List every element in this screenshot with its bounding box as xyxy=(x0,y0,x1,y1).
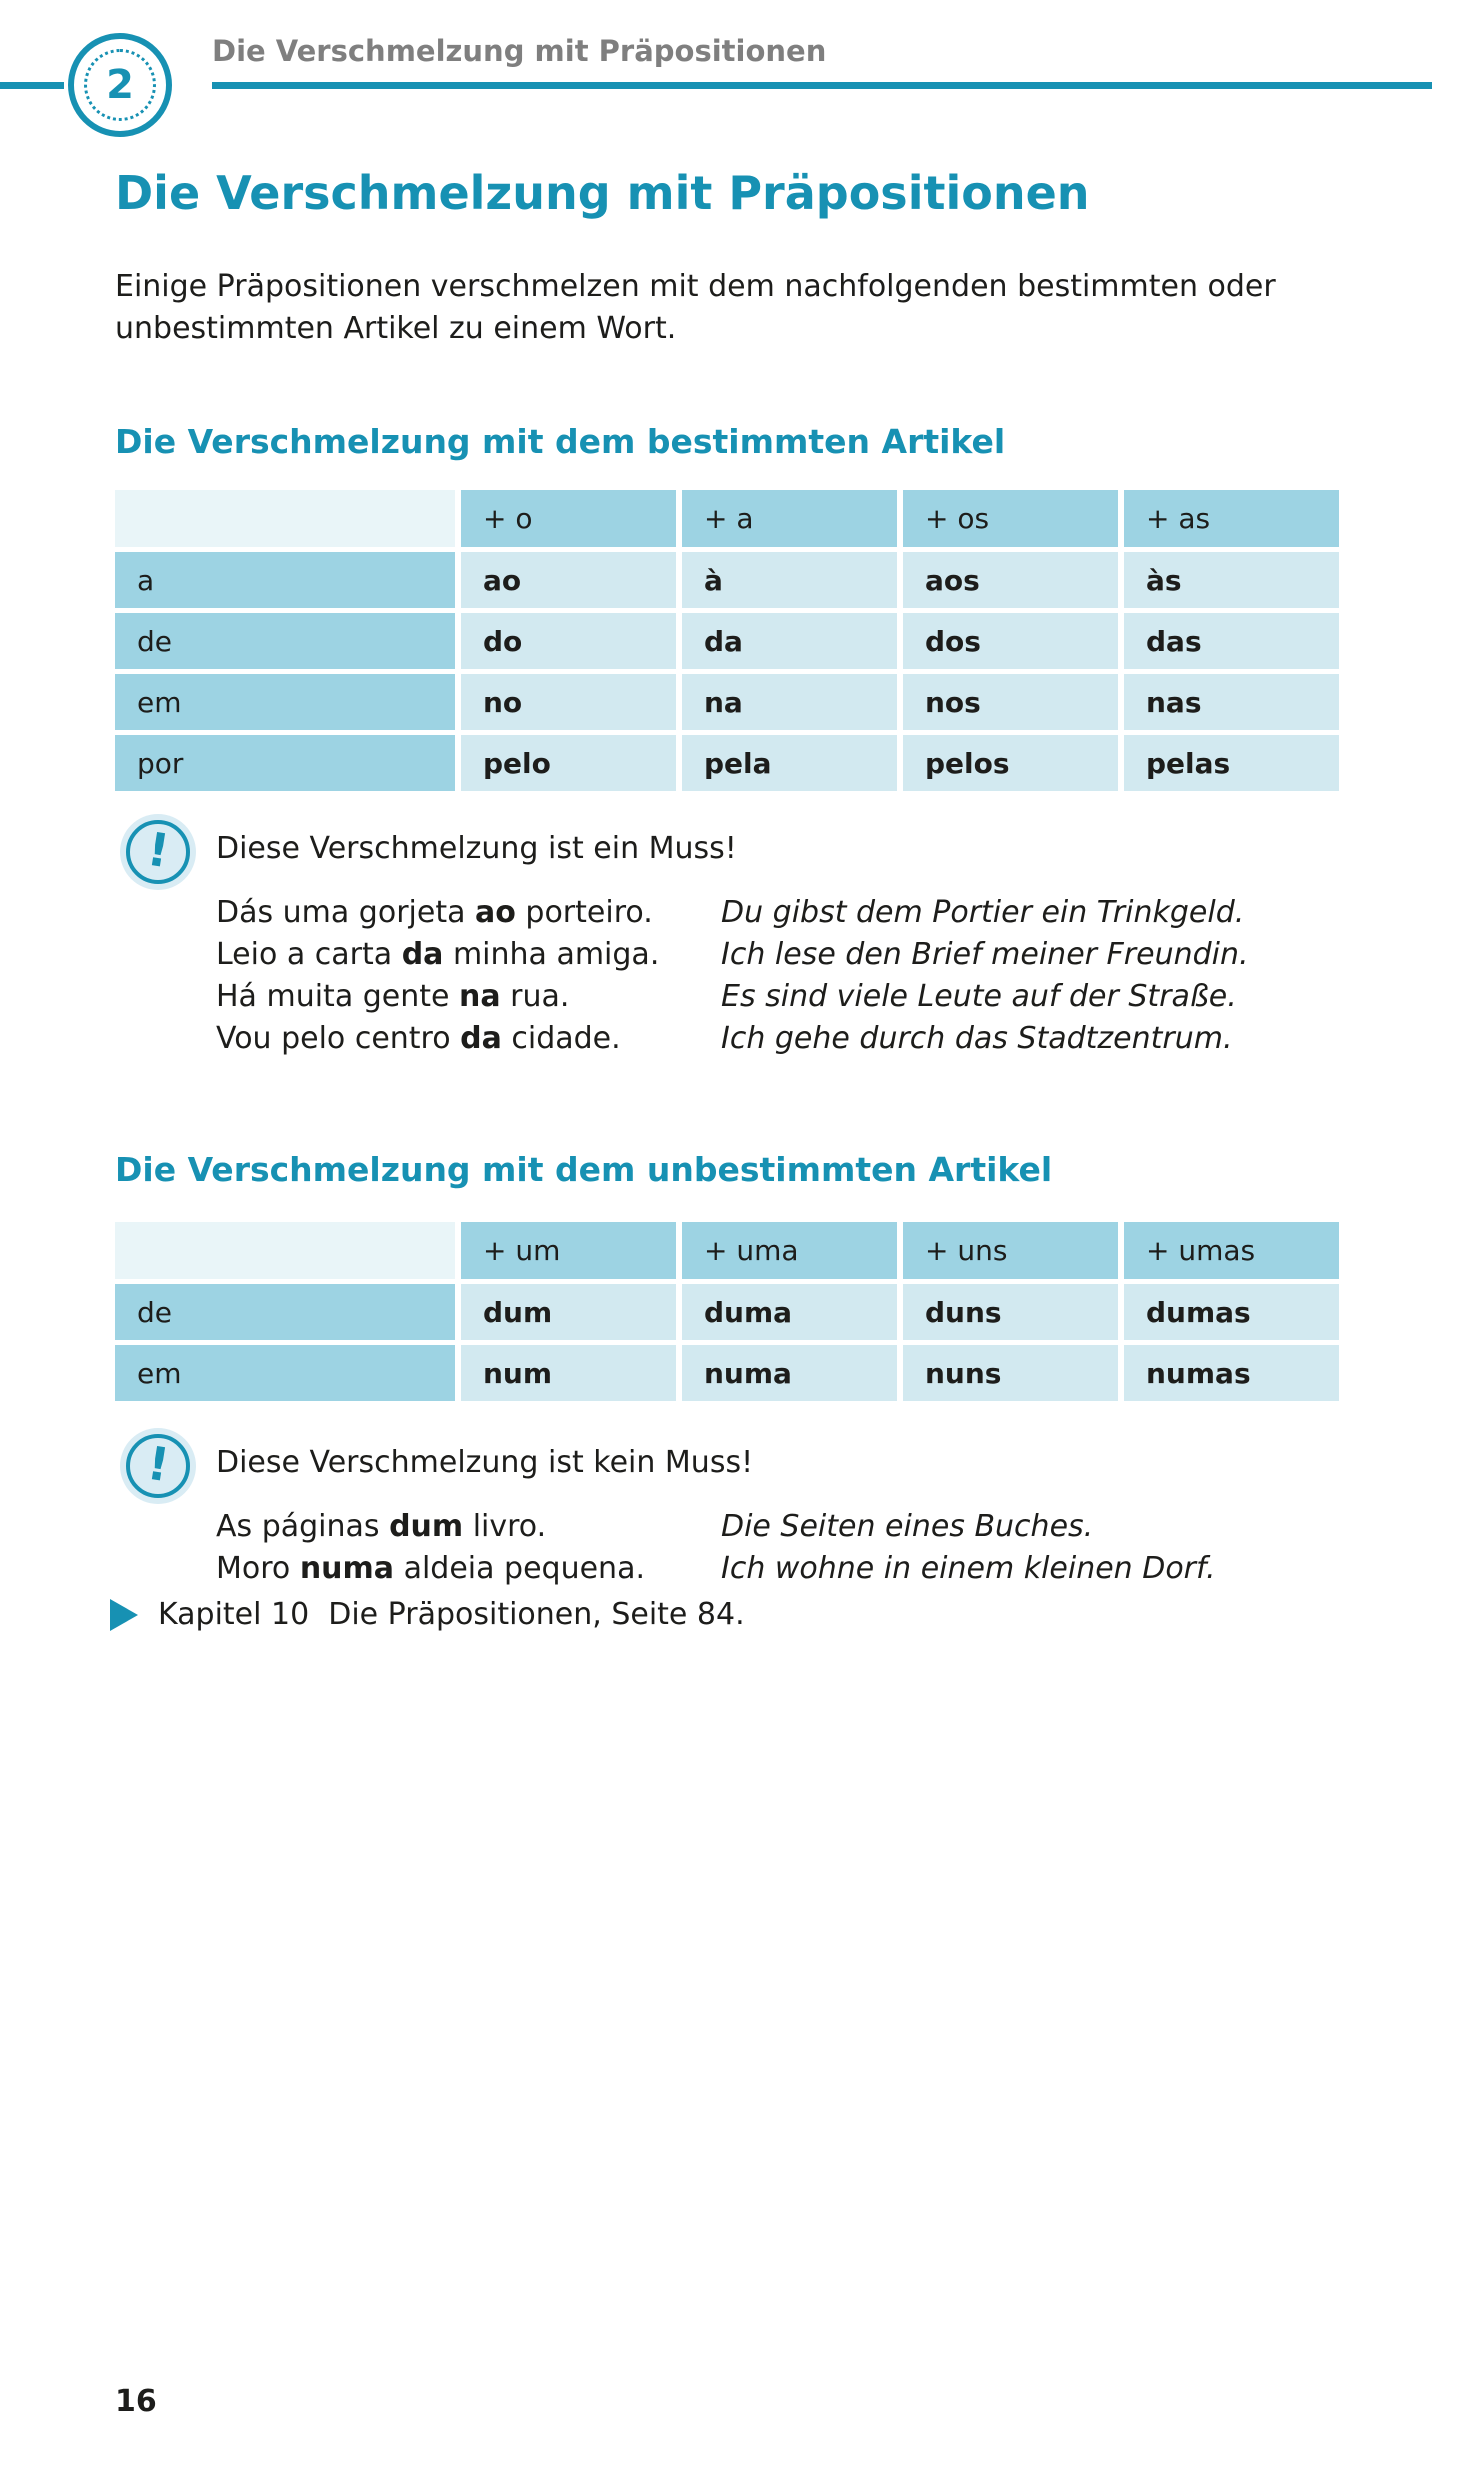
table-cell: ao xyxy=(461,552,676,608)
table-cell: numas xyxy=(1124,1345,1339,1401)
example-list xyxy=(216,1506,1216,1590)
merge-table-indefinite-article xyxy=(115,1222,1339,1401)
chapter-number: 2 xyxy=(106,62,134,108)
row-label-cell: a xyxy=(115,552,455,608)
table-cell: dos xyxy=(903,613,1118,669)
table-header-cell: + umas xyxy=(1124,1222,1339,1279)
example-portuguese: Leio a carta da minha amiga. xyxy=(216,937,660,972)
table-cell: pelo xyxy=(461,735,676,791)
example-german: Es sind viele Leute auf der Straße. xyxy=(721,979,1237,1014)
table-corner-cell xyxy=(115,490,455,547)
exclamation-icon: ! xyxy=(120,814,196,890)
example-list xyxy=(216,892,1249,1060)
table-cell: pela xyxy=(682,735,897,791)
table-cell: dum xyxy=(461,1284,676,1340)
example-german: Du gibst dem Portier ein Trinkgeld. xyxy=(721,895,1245,930)
table-cell: nas xyxy=(1124,674,1339,730)
table-cell: duma xyxy=(682,1284,897,1340)
page-title: Die Verschmelzung mit Präpositionen xyxy=(115,166,1090,220)
header-rule-main xyxy=(212,82,1432,89)
example-portuguese: As páginas dum livro. xyxy=(216,1509,547,1544)
table-header-cell: + um xyxy=(461,1222,676,1279)
table-header-cell: + o xyxy=(461,490,676,547)
chapter-reference-text: Kapitel 10 Die Präpositionen, Seite 84. xyxy=(158,1597,745,1632)
chapter-badge xyxy=(68,33,172,137)
table-header-cell: + as xyxy=(1124,490,1339,547)
header-rule-left xyxy=(0,82,64,89)
table-cell: numa xyxy=(682,1345,897,1401)
row-label-cell: em xyxy=(115,674,455,730)
example-german: Ich wohne in einem kleinen Dorf. xyxy=(721,1551,1216,1586)
example-portuguese: Moro numa aldeia pequena. xyxy=(216,1551,645,1586)
arrow-right-icon xyxy=(110,1599,138,1631)
note-body xyxy=(216,814,1249,1060)
table-header-cell: + os xyxy=(903,490,1118,547)
table-cell: dumas xyxy=(1124,1284,1339,1340)
row-label-cell: por xyxy=(115,735,455,791)
note-definite-article xyxy=(120,814,1249,1060)
section-heading-indefinite-article: Die Verschmelzung mit dem unbestimmten Artikel xyxy=(115,1150,1053,1189)
note-indefinite-article xyxy=(120,1428,1216,1590)
row-label-cell: em xyxy=(115,1345,455,1401)
note-title: Diese Verschmelzung ist ein Muss! xyxy=(216,831,737,866)
table-cell: do xyxy=(461,613,676,669)
example-german: Die Seiten eines Buches. xyxy=(721,1509,1094,1544)
table-cell: num xyxy=(461,1345,676,1401)
table-cell: das xyxy=(1124,613,1339,669)
table-corner-cell xyxy=(115,1222,455,1279)
table-cell: duns xyxy=(903,1284,1118,1340)
table-cell: da xyxy=(682,613,897,669)
table-cell: às xyxy=(1124,552,1339,608)
table-header-cell: + uns xyxy=(903,1222,1118,1279)
example-german: Ich lese den Brief meiner Freundin. xyxy=(721,937,1249,972)
table-cell: nuns xyxy=(903,1345,1118,1401)
table-header-cell: + uma xyxy=(682,1222,897,1279)
note-title: Diese Verschmelzung ist kein Muss! xyxy=(216,1445,754,1480)
table-cell: pelas xyxy=(1124,735,1339,791)
table-cell: aos xyxy=(903,552,1118,608)
example-portuguese: Dás uma gorjeta ao porteiro. xyxy=(216,895,653,930)
example-portuguese: Vou pelo centro da cidade. xyxy=(216,1021,621,1056)
table-cell: pelos xyxy=(903,735,1118,791)
row-label-cell: de xyxy=(115,1284,455,1340)
table-header-cell: + a xyxy=(682,490,897,547)
merge-table-definite-article xyxy=(115,490,1339,791)
row-label-cell: de xyxy=(115,613,455,669)
table-cell: na xyxy=(682,674,897,730)
running-title: Die Verschmelzung mit Präpositionen xyxy=(212,34,827,68)
table-cell: nos xyxy=(903,674,1118,730)
exclamation-icon: ! xyxy=(120,1428,196,1504)
example-portuguese: Há muita gente na rua. xyxy=(216,979,570,1014)
chapter-reference xyxy=(110,1597,745,1632)
note-body xyxy=(216,1428,1216,1590)
intro-paragraph: Einige Präpositionen verschmelzen mit dem nachfolgenden bestimmten oder unbestimmten Artikel zu einem Wort. xyxy=(115,269,1276,346)
example-german: Ich gehe durch das Stadtzentrum. xyxy=(721,1021,1233,1056)
page-number: 16 xyxy=(115,2384,157,2419)
table-cell: no xyxy=(461,674,676,730)
section-heading-definite-article: Die Verschmelzung mit dem bestimmten Artikel xyxy=(115,422,1006,461)
table-cell: à xyxy=(682,552,897,608)
